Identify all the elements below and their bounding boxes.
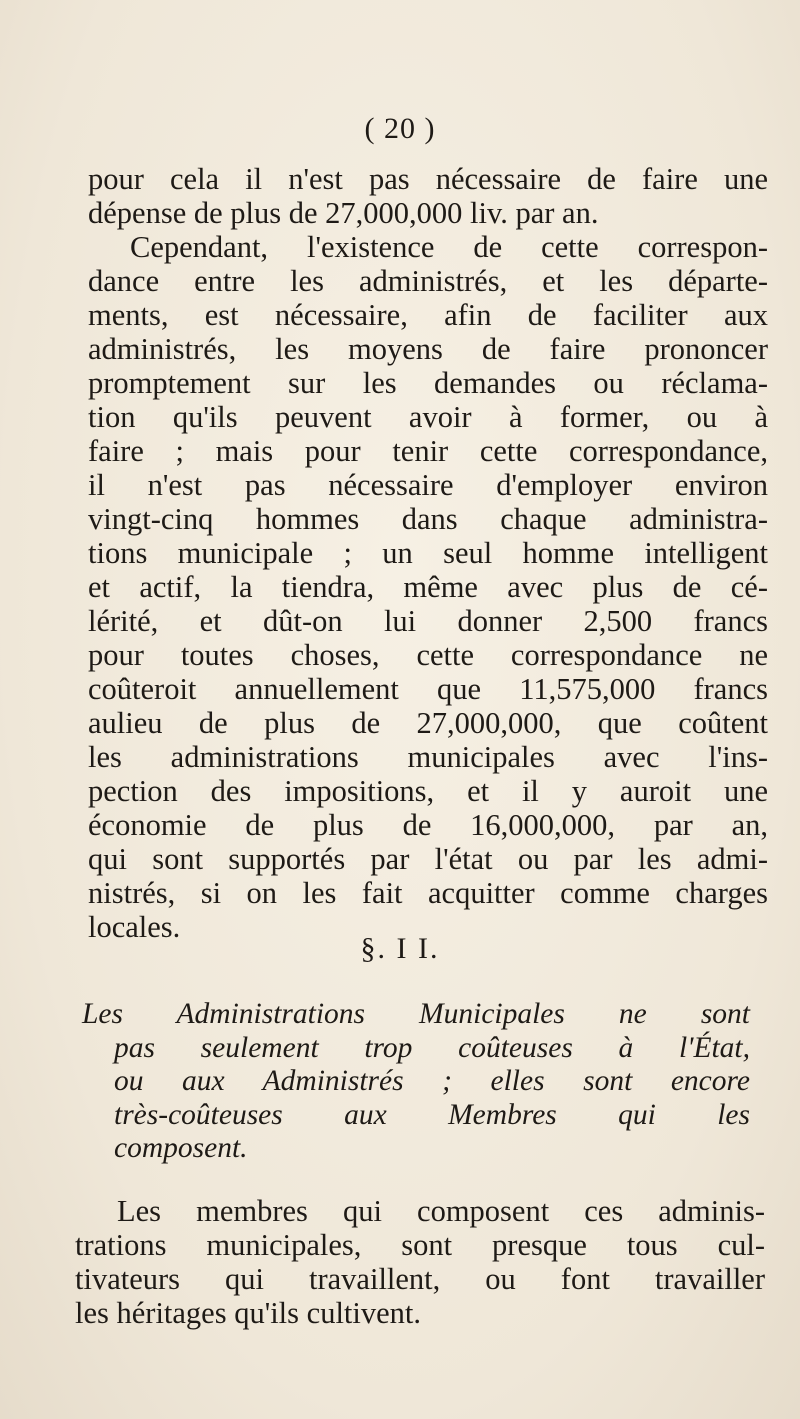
paragraph-members xyxy=(75,1194,765,1330)
heading-line: très-coûteuses aux Membres qui les xyxy=(114,1098,750,1131)
text-line: aulieu de plus de 27,000,000, que coûtent xyxy=(88,706,768,740)
text-line: promptement sur les demandes ou réclama- xyxy=(88,366,768,400)
text-line: coûteroit annuellement que 11,575,000 francs xyxy=(88,672,768,706)
text-line: les héritages qu'ils cultivent. xyxy=(75,1296,421,1330)
heading-line: pas seulement trop coûteuses à l'État, xyxy=(114,1031,750,1064)
text-line: vingt-cinq hommes dans chaque administra- xyxy=(88,502,768,536)
text-line: administrés, les moyens de faire prononcer xyxy=(88,332,768,366)
text-line: nistrés, si on les fait acquitter comme charges xyxy=(88,876,768,910)
text-line: tions municipale ; un seul homme intelligent xyxy=(88,536,768,570)
text-line: locales. xyxy=(88,910,181,944)
text-line: dépense de plus de 27,000,000 liv. par an. xyxy=(88,196,599,230)
page-number: ( 20 ) xyxy=(364,112,436,145)
text-line: et actif, la tiendra, même avec plus de cé- xyxy=(88,570,768,604)
text-line: pection des impositions, et il y auroit une xyxy=(88,774,768,808)
text-line: tivateurs qui travaillent, ou font travailler xyxy=(75,1262,765,1296)
text-line: pour toutes choses, cette correspondance ne xyxy=(88,638,768,672)
heading-line: composent. xyxy=(114,1132,248,1164)
text-line: Cependant, l'existence de cette correspon- xyxy=(130,230,768,264)
text-line: ments, est nécessaire, afin de faciliter aux xyxy=(88,298,768,332)
text-line: lérité, et dût-on lui donner 2,500 francs xyxy=(88,604,768,638)
paragraph-continuation xyxy=(88,162,768,230)
text-line: tion qu'ils peuvent avoir à former, ou à xyxy=(88,400,768,434)
heading-line: Les Administrations Municipales ne sont xyxy=(82,998,750,1030)
section-heading xyxy=(82,998,750,1166)
text-line: qui sont supportés par l'état ou par les admi- xyxy=(88,842,768,876)
section-number: §. I I. xyxy=(360,932,440,965)
text-line: trations municipales, sont presque tous cul- xyxy=(75,1228,765,1262)
text-line: faire ; mais pour tenir cette correspondance, xyxy=(88,434,768,468)
text-line: les administrations municipales avec l'ins- xyxy=(88,740,768,774)
text-line: pour cela il n'est pas nécessaire de faire une xyxy=(88,162,768,196)
text-line: dance entre les administrés, et les départe- xyxy=(88,264,768,298)
text-line: Les membres qui composent ces adminis- xyxy=(117,1194,765,1228)
text-line: économie de plus de 16,000,000, par an, xyxy=(88,808,768,842)
heading-line: ou aux Administrés ; elles sont encore xyxy=(114,1065,750,1097)
paragraph-main xyxy=(88,230,768,944)
text-line: il n'est pas nécessaire d'employer environ xyxy=(88,468,768,502)
